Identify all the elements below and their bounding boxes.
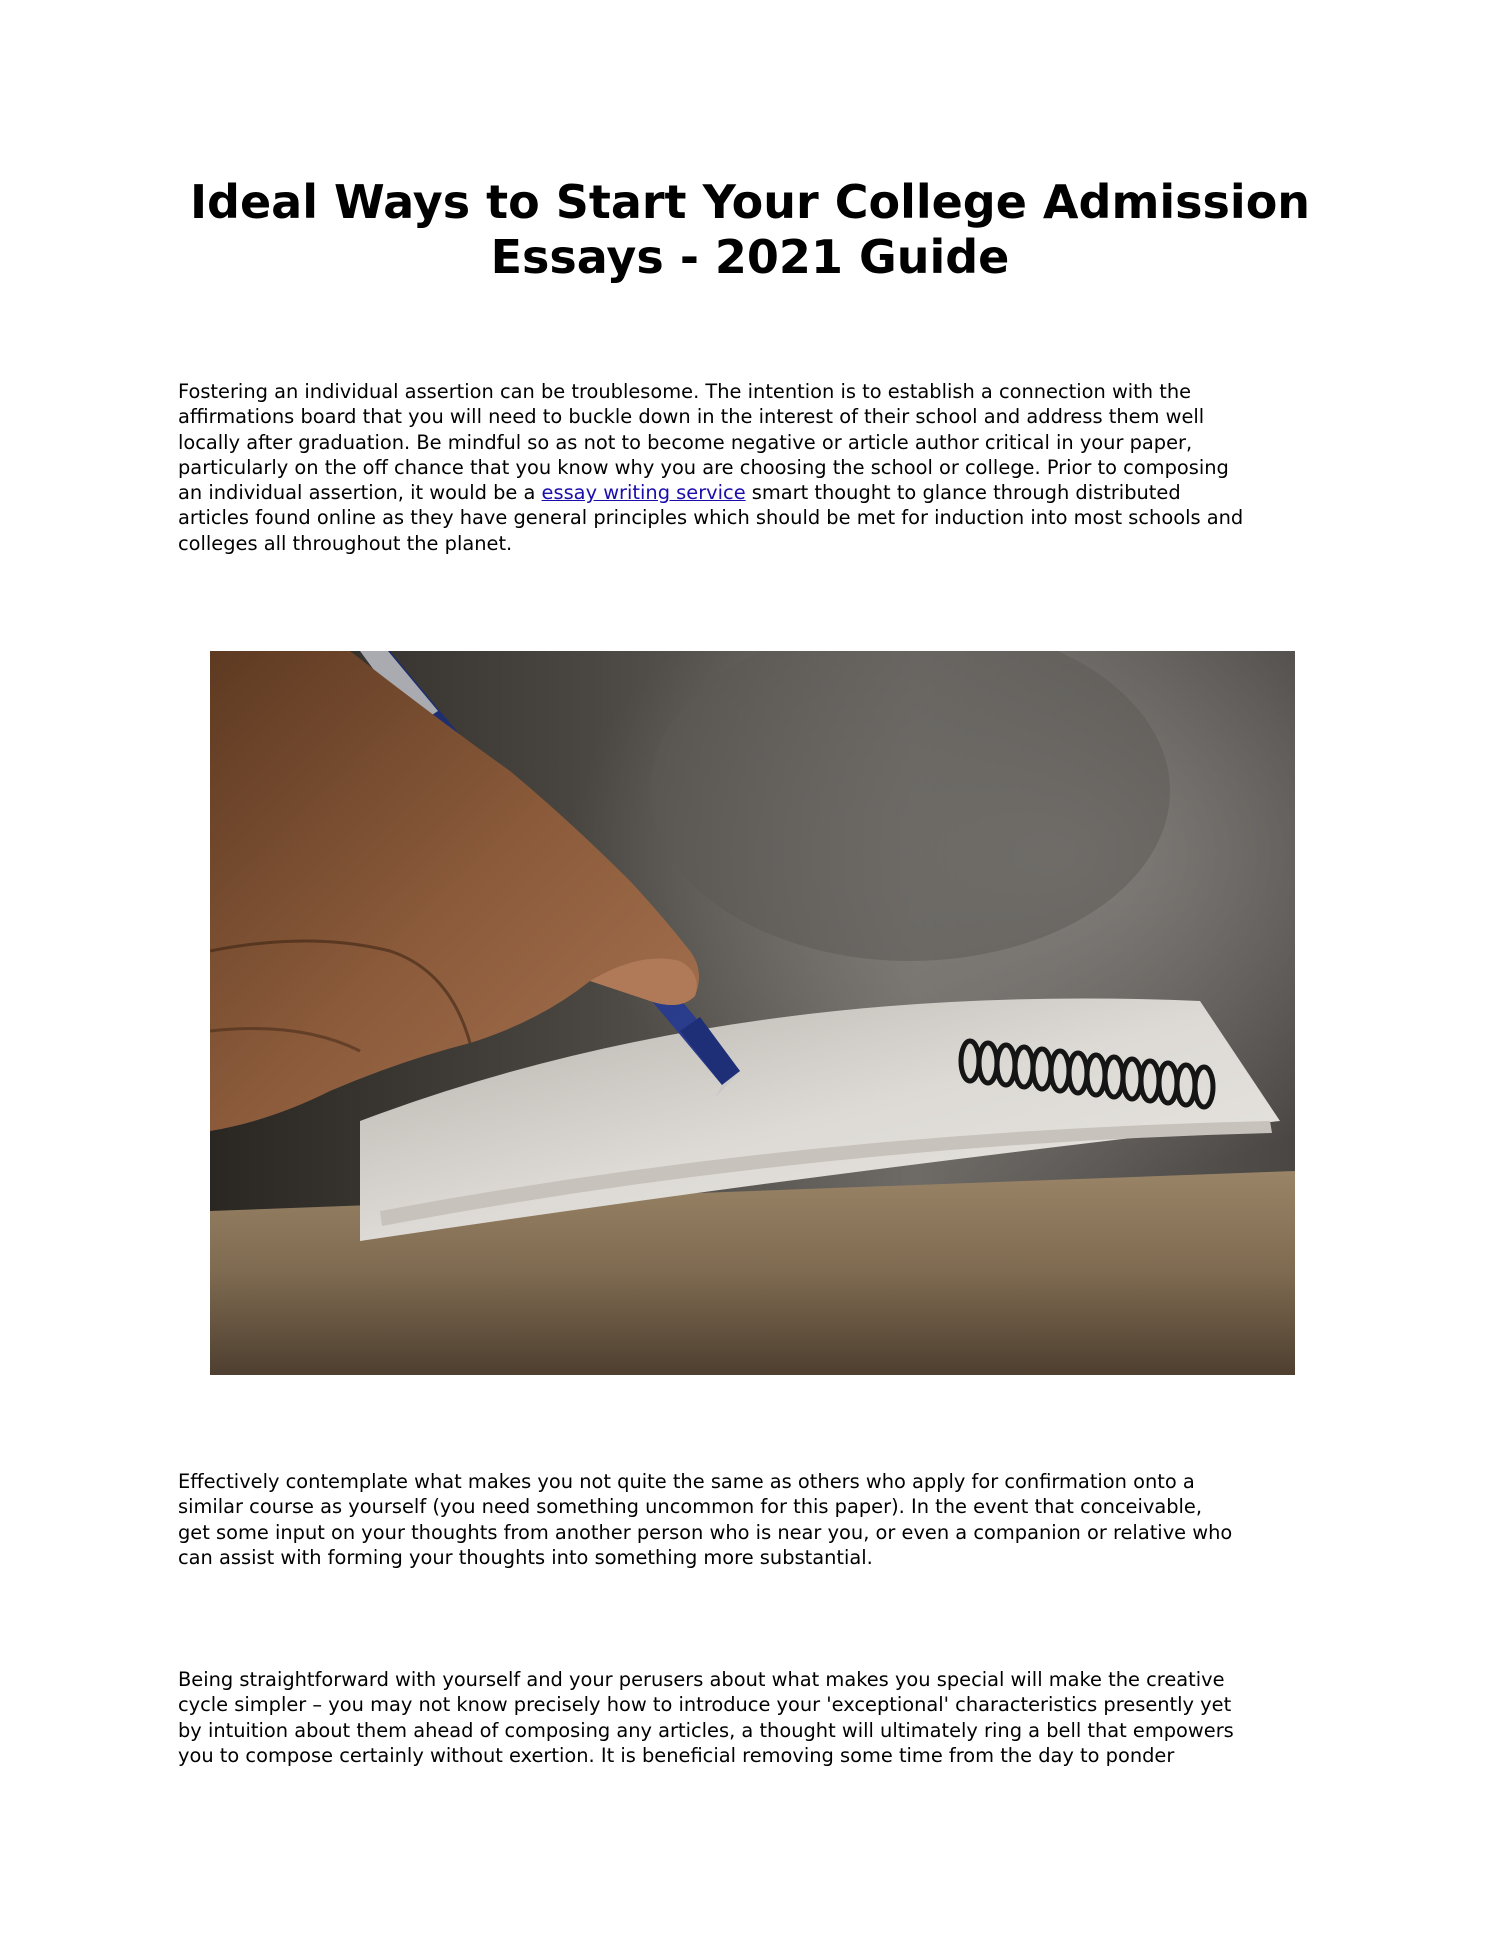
paragraph-line: Effectively contemplate what makes you not quite the same as others who apply for confirmation onto a [178,1470,1195,1493]
essay-writing-service-link[interactable]: essay writing service [541,481,746,505]
paragraph-line-with-link [178,480,1338,505]
paragraph-line: articles found online as they have general principles which should be met for induction into most schools and [178,506,1244,530]
hand-writing-photo [210,651,1295,1375]
title-line-2: Essays - 2021 Guide [490,230,1010,284]
paragraph-straightforward [178,1667,1338,1768]
paragraph-line: locally after graduation. Be mindful so as not to become negative or article author critical in your paper, [178,430,1193,454]
paragraph-line: cycle simpler – you may not know precisely how to introduce your 'exceptional' characteristics presently yet [178,1693,1232,1717]
text-before-link: an individual assertion, it would be a [178,481,542,505]
photo-hand-writing-notebook-icon [210,651,1295,1375]
text-after-link: smart thought to glance through distributed [745,481,1181,505]
paragraph-line: Being straightforward with yourself and your perusers about what makes you special will make the creative [178,1668,1225,1691]
paragraph-line: particularly on the off chance that you know why you are choosing the school or college. Prior to composing [178,455,1229,479]
paragraph-line: similar course as yourself (you need something uncommon for this paper). In the event that conceivable, [178,1495,1203,1519]
paragraph-intro [178,379,1338,556]
paragraph-line: Fostering an individual assertion can be troublesome. The intention is to establish a connection with the [178,380,1192,403]
paragraph-line: you to compose certainly without exertion. It is beneficial removing some time from the day to ponder [178,1743,1175,1767]
paragraph-line: get some input on your thoughts from another person who is near you, or even a companion or relative who [178,1520,1233,1544]
paragraph-line: colleges all throughout the planet. [178,531,513,555]
paragraph-line: by intuition about them ahead of composing any articles, a thought will ultimately ring a bell that empowers [178,1718,1234,1742]
paragraph-line: can assist with forming your thoughts into something more substantial. [178,1545,873,1569]
page-title [150,175,1350,285]
paragraph-contemplate [178,1469,1338,1570]
title-line-1: Ideal Ways to Start Your College Admission [189,175,1311,229]
paragraph-line: affirmations board that you will need to buckle down in the interest of their school and address them well [178,405,1205,429]
